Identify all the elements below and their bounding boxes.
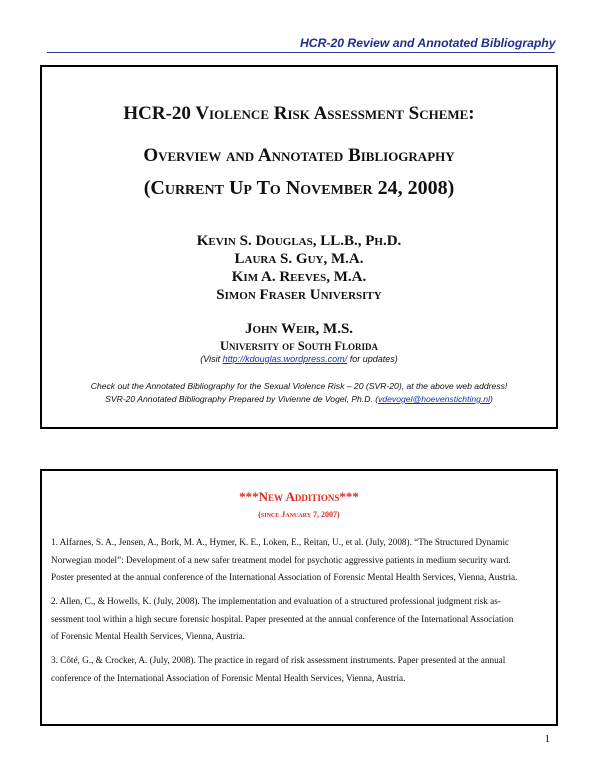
author-weir: John Weir, M.S.	[244, 321, 354, 337]
title-line-1: HCR-20 Violence Risk Assessment Scheme:	[123, 103, 475, 124]
title-line-2: Overview and Annotated Bibliography	[143, 145, 455, 166]
entry-line: Norwegian model”: Development of a new safer treatment model for psychotic aggressive patients in medium security ward.	[51, 554, 511, 565]
entry-line: Poster presented at the annual conference of the International Association of Forensic Mental Health Services, Vienna, Austria.	[51, 572, 518, 582]
affiliation-sfu: Simon Fraser University	[216, 287, 382, 303]
new-additions-box	[40, 469, 558, 726]
affiliation-usf: University of South Florida	[219, 339, 378, 353]
cover-box	[40, 65, 558, 429]
new-additions-date: (since January 7, 2007)	[258, 510, 340, 519]
credit-prefix: SVR-20 Annotated Bibliography Prepared by Vivienne de Vogel, Ph.D. (	[105, 394, 379, 404]
author-guy: Laura S. Guy, M.A.	[234, 251, 364, 267]
author-reeves: Kim A. Reeves, M.A.	[231, 269, 367, 285]
visit-note	[42, 354, 556, 364]
svr20-note: Check out the Annotated Bibliography for the Sexual Violence Risk – 20 (SVR-20), at the above web address!	[90, 381, 508, 391]
svr20-credit	[42, 394, 556, 404]
credit-suffix: )	[490, 394, 493, 404]
website-link[interactable]: http://kdouglas.wordpress.com/	[222, 354, 348, 364]
email-link[interactable]: vdevogel@hoevenstichting.nl	[378, 394, 490, 404]
bibliography-entry	[51, 652, 549, 687]
header-rule	[47, 52, 555, 53]
running-head: HCR-20 Review and Annotated Bibliography	[300, 36, 556, 50]
entry-line: conference of the International Association of Forensic Mental Health Services, Vienna, Austria.	[51, 672, 406, 683]
entry-line: sessment tool within a high secure forensic hospital. Paper presented at the annual conference of the International Association	[51, 613, 514, 624]
author-douglas: Kevin S. Douglas, LL.B., Ph.D.	[196, 233, 402, 249]
entry-line: 1. Alfarnes, S. A., Jensen, A., Bork, M. A., Hymer, K. E., Loken, E., Reitan, U., et al. (July, 2008). “The Structured Dynamic	[51, 537, 510, 547]
entry-line: of Forensic Mental Health Services, Vienna, Austria.	[51, 631, 245, 641]
new-additions-heading: ***New Additions***	[239, 489, 359, 504]
bibliography-entry	[51, 534, 549, 587]
entry-line: 3. Côté, G., & Crocker, A. (July, 2008). The practice in regard of risk assessment instruments. Paper presented at the annual	[51, 655, 506, 665]
visit-prefix: (Visit	[200, 354, 223, 364]
entry-line: 2. Allen, C., & Howells, K. (July, 2008). The implementation and evaluation of a structured professional judgment risk as-	[51, 596, 501, 606]
visit-suffix: for updates)	[347, 354, 398, 364]
bibliography-entry	[51, 593, 549, 646]
title-line-3: (Current Up To November 24, 2008)	[143, 177, 455, 199]
page-number: 1	[544, 733, 550, 745]
